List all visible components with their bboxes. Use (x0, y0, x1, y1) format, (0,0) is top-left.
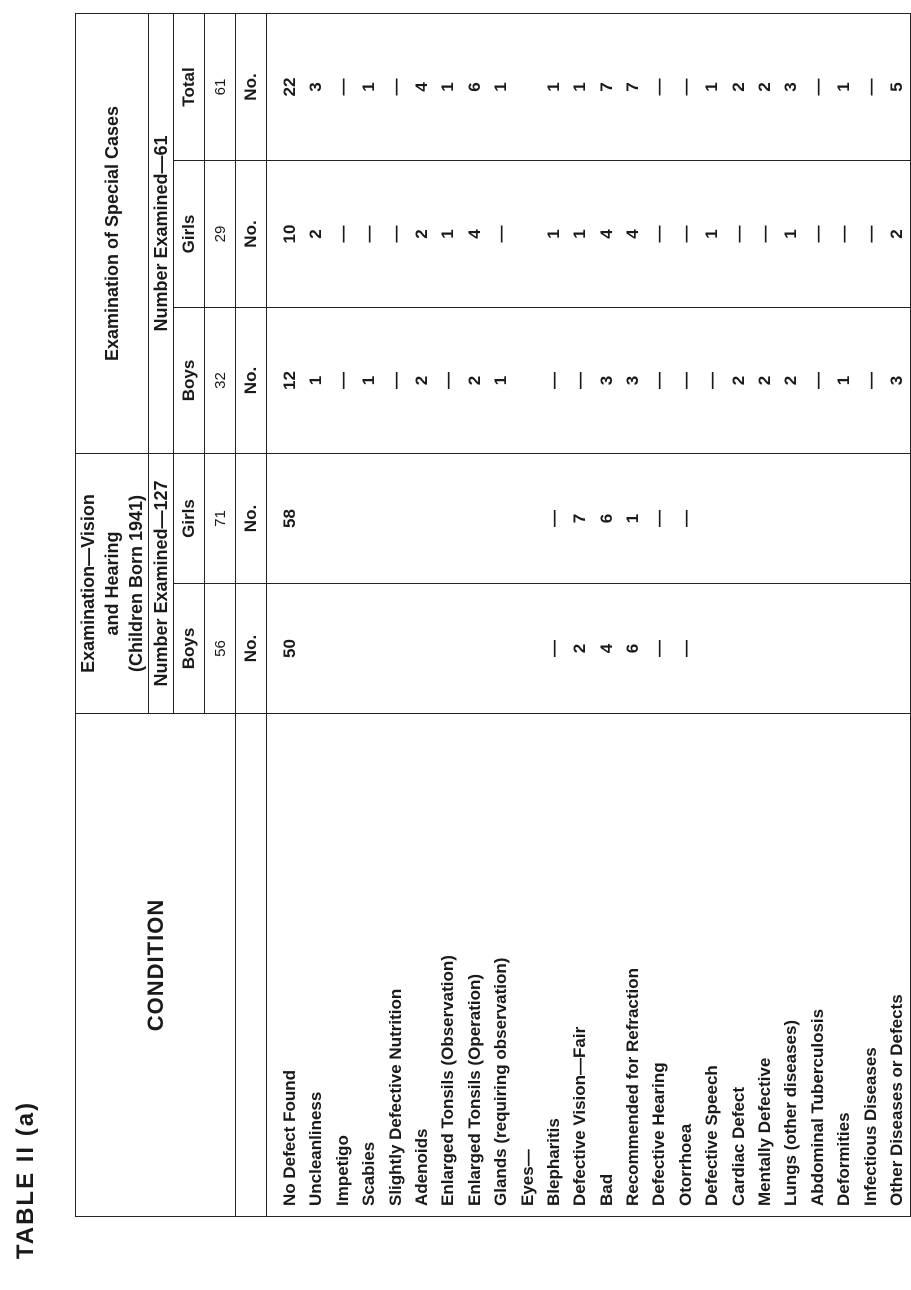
vision-girls-value: 6 (596, 513, 616, 524)
vision-boys-value: — (543, 640, 563, 657)
special-girls-value: — (675, 225, 695, 243)
special-boys-value (515, 308, 541, 453)
special-total-value: — (649, 78, 669, 96)
condition-label: Glands (requiring observation) (491, 957, 511, 1206)
vision-girls-value: — (675, 510, 695, 527)
vision-girls-count: 71 (205, 454, 236, 584)
special-girls-header: Girls (174, 161, 205, 308)
special-total-value: 1 (491, 82, 511, 92)
special-total-value: 5 (886, 82, 906, 92)
special-total-value: — (860, 78, 880, 96)
special-girls-values (267, 161, 911, 308)
special-total-value: 2 (728, 82, 748, 92)
special-girls-value (515, 161, 541, 307)
vision-boys-no: No. (236, 584, 267, 714)
special-total-value: 22 (280, 77, 299, 97)
vision-girls-header: Girls (174, 454, 205, 584)
vision-boys-value (435, 584, 461, 713)
special-examined: Number Examined—61 (149, 13, 174, 453)
vision-girls-value (515, 454, 541, 583)
vision-girls-value: 1 (623, 513, 643, 524)
special-girls-value: — (755, 225, 775, 243)
condition-label: Bad (596, 1173, 616, 1206)
special-boys-values (267, 308, 911, 454)
special-girls-value: 1 (543, 229, 563, 239)
special-total-value: 7 (623, 82, 643, 92)
special-boys-value: — (860, 372, 880, 389)
vision-girls-value (383, 454, 409, 583)
special-girls-count: 29 (205, 161, 236, 308)
vision-girls-value (726, 454, 752, 583)
special-girls-value: 1 (781, 229, 801, 239)
special-girls-value: 10 (280, 224, 299, 244)
vision-header-line3: (Children Born 1941) (126, 494, 146, 673)
special-girls-value: — (491, 225, 511, 243)
vision-boys-value (831, 584, 857, 713)
vision-boys-header: Boys (174, 584, 205, 714)
vision-boys-value (805, 584, 831, 713)
special-girls-value: — (728, 225, 748, 243)
vision-girls-value (435, 454, 461, 583)
vision-girls-value (778, 454, 804, 583)
special-boys-value: 12 (280, 371, 299, 390)
special-girls-value: — (807, 225, 827, 243)
special-total-value: 6 (464, 82, 484, 92)
special-boys-value: 3 (623, 375, 643, 386)
vision-boys-value (488, 584, 514, 713)
special-total-value: 7 (596, 82, 616, 92)
vision-girls-values (267, 454, 911, 584)
special-total-no: No. (236, 13, 267, 160)
vision-boys-value (462, 584, 488, 713)
vision-girls-no: No. (236, 454, 267, 584)
vision-boys-value (858, 584, 884, 713)
special-total-value: 4 (411, 82, 431, 92)
vision-boys-count: 56 (205, 584, 236, 714)
vision-girls-value: 7 (570, 513, 590, 524)
condition-label: Cardiac Defect (728, 1086, 748, 1206)
vision-boys-value (778, 584, 804, 713)
special-boys-value: 2 (411, 375, 431, 386)
vision-boys-value (330, 584, 356, 713)
condition-header: CONDITION (76, 714, 236, 1217)
special-girls-value: 1 (438, 229, 458, 239)
no-label-spacer (236, 714, 267, 1217)
vision-girls-value (488, 454, 514, 583)
vision-girls-value (330, 454, 356, 583)
condition-label: Slightly Defective Nutrition (385, 988, 405, 1206)
special-total-value: 3 (781, 82, 801, 92)
vision-header-line1: Examination—Vision (78, 494, 98, 673)
condition-label: Enlarged Tonsils (Operation) (464, 973, 484, 1206)
special-total-value: — (332, 78, 352, 96)
special-boys-value: 2 (755, 375, 775, 386)
special-girls-value: 2 (306, 229, 326, 239)
vision-girls-value: — (543, 510, 563, 527)
special-girls-value: 1 (702, 229, 722, 239)
special-girls-value: 2 (886, 229, 906, 239)
special-boys-value: — (570, 372, 590, 389)
special-boys-value: 3 (596, 375, 616, 386)
special-total-value: 2 (755, 82, 775, 92)
vision-group-header (76, 454, 149, 714)
vision-boys-value (726, 584, 752, 713)
special-girls-value: 4 (464, 229, 484, 239)
vision-boys-value: 2 (570, 643, 590, 654)
condition-label: Adenoids (411, 1128, 431, 1206)
special-total-count: 61 (205, 13, 236, 160)
condition-label: Otorrhoea (675, 1123, 695, 1206)
special-boys-value: — (332, 372, 352, 389)
special-total-value: 1 (702, 82, 722, 92)
table-caption: TABLE II (a) (12, 1100, 39, 1260)
special-boys-value: — (702, 372, 722, 389)
special-total-value: 1 (543, 82, 563, 92)
special-boys-value: 1 (359, 375, 379, 386)
vision-girls-value (752, 454, 778, 583)
statistics-table (75, 13, 911, 1217)
special-boys-value: 1 (491, 375, 511, 386)
condition-label: Scabies (359, 1141, 379, 1206)
special-total-value: — (385, 78, 405, 96)
vision-boys-value (409, 584, 435, 713)
vision-boys-value: 6 (623, 643, 643, 654)
special-girls-no: No. (236, 161, 267, 308)
vision-boys-value: 4 (596, 643, 616, 654)
special-total-value (515, 14, 541, 160)
vision-boys-value (303, 584, 329, 713)
special-boys-value: — (385, 372, 405, 389)
vision-girls-value (858, 454, 884, 583)
special-boys-value: 2 (728, 375, 748, 386)
special-boys-value: — (807, 372, 827, 389)
special-boys-header: Boys (174, 308, 205, 454)
special-girls-value: — (834, 225, 854, 243)
special-girls-value: 2 (411, 229, 431, 239)
vision-boys-value (515, 584, 541, 713)
condition-label: Other Diseases or Defects (886, 994, 906, 1206)
special-girls-value: — (649, 225, 669, 243)
vision-boys-value (699, 584, 725, 713)
special-boys-no: No. (236, 308, 267, 454)
vision-girls-value (831, 454, 857, 583)
special-girls-value: — (332, 225, 352, 243)
special-total-value: — (807, 78, 827, 96)
vision-boys-value (752, 584, 778, 713)
condition-label: Infectious Diseases (860, 1047, 880, 1206)
special-total-value: 1 (438, 82, 458, 92)
vision-boys-value: 50 (280, 639, 299, 658)
special-boys-value: 1 (306, 375, 326, 386)
special-boys-value: 2 (464, 375, 484, 386)
vision-examined: Number Examined—127 (149, 454, 174, 714)
special-boys-value: — (649, 372, 669, 389)
vision-girls-value (409, 454, 435, 583)
vision-header-line2: and Hearing (102, 531, 122, 636)
special-total-header: Total (174, 13, 205, 160)
special-girls-value: — (385, 225, 405, 243)
condition-label: Defective Vision—Fair (570, 1026, 590, 1206)
vision-girls-value (699, 454, 725, 583)
condition-label: Deformities (834, 1112, 854, 1206)
special-boys-value: 2 (781, 375, 801, 386)
special-boys-value: — (675, 372, 695, 389)
special-boys-value: 1 (834, 375, 854, 386)
vision-boys-value: — (675, 640, 695, 657)
special-boys-count: 32 (205, 308, 236, 454)
condition-label: Uncleanliness (306, 1091, 326, 1206)
condition-label: Enlarged Tonsils (Observation) (438, 955, 458, 1206)
special-boys-value: 3 (886, 375, 906, 386)
condition-label: Lungs (other diseases) (781, 1019, 801, 1206)
vision-boys-value (356, 584, 382, 713)
condition-list (267, 714, 911, 1217)
special-girls-value: — (359, 225, 379, 243)
special-girls-value: 4 (596, 229, 616, 239)
special-group-header: Examination of Special Cases (76, 13, 149, 453)
special-total-value: 1 (359, 82, 379, 92)
condition-label: Recommended for Refraction (623, 967, 643, 1206)
special-girls-value: 1 (570, 229, 590, 239)
vision-girls-value: 58 (280, 509, 299, 528)
vision-girls-value (805, 454, 831, 583)
special-girls-value: — (860, 225, 880, 243)
vision-girls-value (884, 454, 910, 583)
special-total-value: 1 (570, 82, 590, 92)
condition-label: Abdominal Tuberculosis (807, 1008, 827, 1206)
vision-girls-value (462, 454, 488, 583)
special-total-values (267, 13, 911, 160)
condition-label: Defective Hearing (649, 1062, 669, 1206)
special-boys-value: — (543, 372, 563, 389)
vision-boys-value: — (649, 640, 669, 657)
special-total-value: — (675, 78, 695, 96)
special-total-value: 1 (834, 82, 854, 92)
vision-boys-values (267, 584, 911, 714)
condition-label: No Defect Found (280, 1070, 299, 1206)
condition-label: Eyes— (517, 1149, 537, 1206)
condition-label: Mentally Defective (755, 1057, 775, 1206)
condition-label: Blepharitis (543, 1118, 563, 1206)
special-girls-value: 4 (623, 229, 643, 239)
vision-girls-value (356, 454, 382, 583)
condition-label: Defective Speech (702, 1065, 722, 1206)
vision-boys-value (383, 584, 409, 713)
condition-label: Impetigo (332, 1135, 352, 1206)
vision-girls-value: — (649, 510, 669, 527)
vision-girls-value (303, 454, 329, 583)
vision-boys-value (884, 584, 910, 713)
special-total-value: 3 (306, 82, 326, 92)
special-boys-value: — (438, 372, 458, 389)
